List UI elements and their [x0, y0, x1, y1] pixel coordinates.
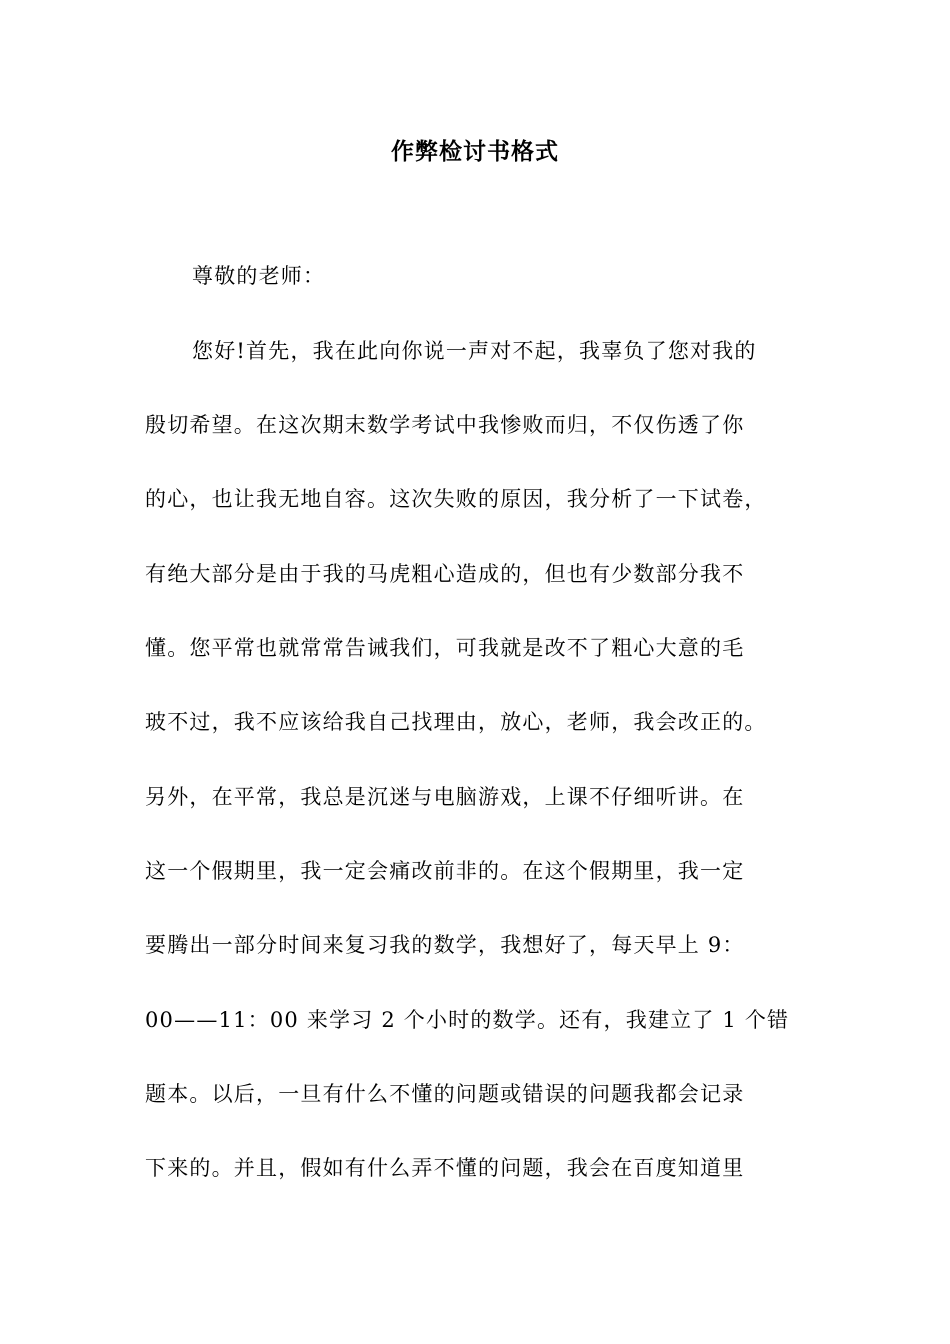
- paragraph-line: 玻不过，我不应该给我自己找理由，放心，老师，我会改正的。: [145, 710, 767, 734]
- paragraph-line: 有绝大部分是由于我的马虎粗心造成的，但也有少数部分我不: [145, 562, 745, 586]
- salutation: 尊敬的老师：: [192, 264, 326, 288]
- paragraph-line: 的心，也让我无地自容。这次失败的原因，我分析了一下试卷，: [145, 487, 767, 511]
- paragraph-line: 您好!首先，我在此向你说一声对不起，我辜负了您对我的: [192, 339, 757, 363]
- paragraph-line: 另外，在平常，我总是沉迷与电脑游戏，上课不仔细听讲。在: [145, 785, 745, 809]
- paragraph-line: 00——11：00 来学习 2 个小时的数学。还有，我建立了 1 个错: [145, 1008, 790, 1032]
- paragraph-line: 懂。您平常也就常常告诫我们，可我就是改不了粗心大意的毛: [145, 636, 745, 660]
- page-title: 作弊检讨书格式: [391, 138, 559, 165]
- paragraph-line: 要腾出一部分时间来复习我的数学，我想好了，每天早上 9：: [145, 933, 745, 957]
- paragraph-line: 殷切希望。在这次期末数学考试中我惨败而归，不仅伤透了你: [145, 413, 745, 437]
- paragraph-line: 题本。以后，一旦有什么不懂的问题或错误的问题我都会记录: [145, 1082, 745, 1106]
- paragraph-line: 下来的。并且，假如有什么弄不懂的问题，我会在百度知道里: [145, 1156, 745, 1180]
- paragraph-line: 这一个假期里，我一定会痛改前非的。在这个假期里，我一定: [145, 859, 745, 883]
